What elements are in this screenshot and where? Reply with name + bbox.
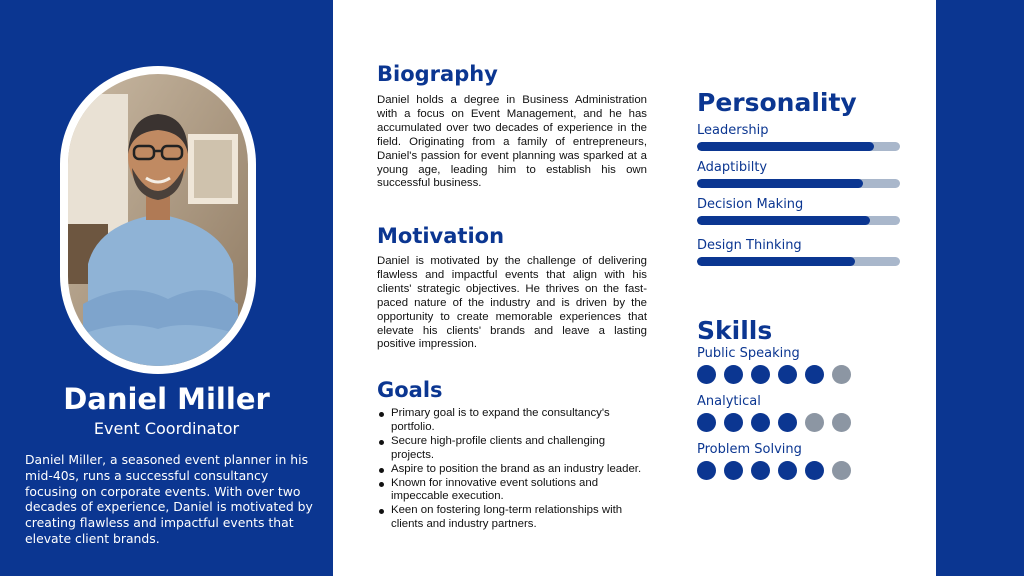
profile-summary: Daniel Miller, a seasoned event planner in his mid-40s, runs a successful consultancy focusing on corporate events. With over two decades of experience, Daniel is motivated by creating flawless and impactful events that elevate client brands. (25, 452, 313, 546)
rating-dot-filled (805, 461, 824, 480)
rating-dot-filled (751, 461, 770, 480)
right-accent-strip (936, 0, 1024, 576)
motivation-text: Daniel is motivated by the challenge of delivering flawless and impactful events that align with his clients' strategic objectives. He thrives on the fast-paced nature of the industry and is driven by the opportunity to create memorable experiences that elevate his clients' brands and leave a lasting positive impression. (377, 255, 647, 351)
biography-text: Daniel holds a degree in Business Administration with a focus on Event Management, and he has accumulated over two decades of experience in the field. Originating from a family of entrepreneurs, Daniel's passion for event planning was sparked at a young age, leading him to establish his own successful business. (377, 94, 647, 190)
rating-dot-filled (724, 461, 743, 480)
rating-dot-filled (697, 365, 716, 384)
trait-bar-leadership (697, 142, 900, 151)
rating-dot-filled (778, 365, 797, 384)
trait-label-decision-making: Decision Making (697, 197, 804, 212)
rating-dot-filled (778, 461, 797, 480)
rating-dot-empty (832, 413, 851, 432)
skill-rating-analytical (697, 413, 851, 432)
skill-label-problem-solving: Problem Solving (697, 442, 802, 457)
trait-bar-design-thinking (697, 257, 900, 266)
goal-item: Primary goal is to expand the consultancy's portfolio. (378, 407, 646, 435)
trait-bar-fill (697, 142, 874, 151)
rating-dot-filled (697, 461, 716, 480)
skill-rating-public-speaking (697, 365, 851, 384)
rating-dot-filled (751, 365, 770, 384)
trait-label-design-thinking: Design Thinking (697, 238, 802, 253)
profile-photo (68, 74, 248, 366)
portrait-frame (60, 66, 256, 374)
goals-list (378, 407, 646, 532)
rating-dot-filled (751, 413, 770, 432)
rating-dot-filled (805, 365, 824, 384)
trait-bar-decision-making (697, 216, 900, 225)
trait-bar-adaptability (697, 179, 900, 188)
rating-dot-empty (832, 365, 851, 384)
skill-rating-problem-solving (697, 461, 851, 480)
trait-label-leadership: Leadership (697, 123, 769, 138)
trait-bar-fill (697, 257, 855, 266)
goal-item: Secure high-profile clients and challenging projects. (378, 435, 646, 463)
skill-label-analytical: Analytical (697, 394, 761, 409)
rating-dot-filled (724, 413, 743, 432)
trait-bar-fill (697, 216, 870, 225)
trait-label-adaptability: Adaptibilty (697, 160, 768, 175)
rating-dot-empty (832, 461, 851, 480)
rating-dot-filled (778, 413, 797, 432)
profile-role: Event Coordinator (93, 419, 240, 438)
rating-dot-filled (724, 365, 743, 384)
goal-item: Known for innovative event solutions and impeccable execution. (378, 477, 646, 505)
goals-title: Goals (377, 378, 443, 402)
skills-title: Skills (697, 316, 773, 345)
rating-dot-empty (805, 413, 824, 432)
goal-item: Aspire to position the brand as an industry leader. (378, 463, 646, 477)
trait-bar-fill (697, 179, 863, 188)
personality-title: Personality (697, 88, 857, 117)
biography-title: Biography (377, 62, 498, 86)
goal-item: Keen on fostering long-term relationships with clients and industry partners. (378, 504, 646, 532)
motivation-title: Motivation (377, 224, 505, 248)
skill-label-public-speaking: Public Speaking (697, 346, 800, 361)
rating-dot-filled (697, 413, 716, 432)
profile-name: Daniel Miller (63, 382, 270, 416)
